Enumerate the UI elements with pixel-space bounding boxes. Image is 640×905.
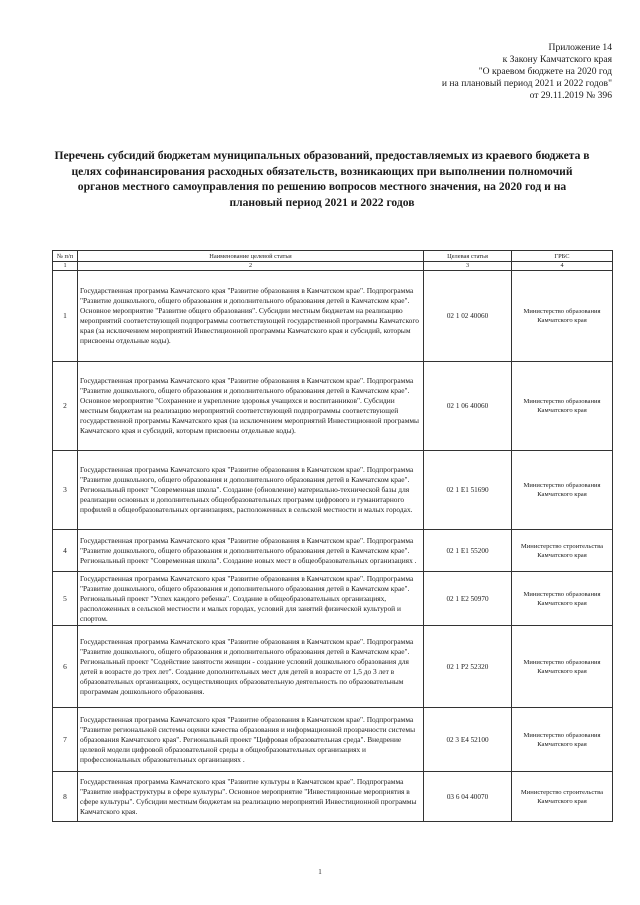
header-code: Целевая статья: [424, 251, 512, 262]
appendix-block: [312, 42, 612, 102]
row-code: 02 1 E1 51690: [424, 451, 512, 530]
table-row: [53, 451, 613, 530]
index-cell: 3: [424, 262, 512, 271]
row-number: 8: [53, 772, 78, 822]
row-number: 3: [53, 451, 78, 530]
row-description: Государственная программа Камчатского края "Развитие образования в Камчатском крае". Подпрограмма "Развитие дошкольного, общего образования и дополнительного образования детей в Камчатском крае". Региональный проект "Успех каждого ребенка". Создание в общеобразовательных организациях, расположенных в сельской местности и малых городах, условий для занятий физической культурой и спортом.: [78, 572, 424, 626]
table-row: [53, 530, 613, 572]
row-number: 7: [53, 708, 78, 772]
row-description: Государственная программа Камчатского края "Развитие культуры в Камчатском крае". Подпрограмма "Развитие инфраструктуры в сфере культуры". Основное мероприятие "Инвестиционные мероприятия в сфере культуры". Субсидии местным бюджетам на реализацию мероприятий Инвестиционной программы Камчатского края.: [78, 772, 424, 822]
table-header-row: [53, 251, 613, 262]
row-number: 5: [53, 572, 78, 626]
row-number: 6: [53, 626, 78, 708]
header-grbs: ГРБС: [512, 251, 613, 262]
row-grbs: Министерство образования Камчатского края: [512, 626, 613, 708]
row-grbs: Министерство образования Камчатского края: [512, 362, 613, 451]
row-description: Государственная программа Камчатского края "Развитие образования в Камчатском крае". Подпрограмма "Развитие региональной системы оценки качества образования и информационной прозрачности системы образования Камчатского края". Региональный проект "Цифровая образовательная среда". Внедрение целевой модели цифровой образовательной среды в общеобразовательных организациях и профессиональных образовательных организациях .: [78, 708, 424, 772]
table-row: [53, 572, 613, 626]
row-grbs: Министерство строительства Камчатского края: [512, 772, 613, 822]
table-row: [53, 772, 613, 822]
table-row: [53, 362, 613, 451]
row-code: 02 1 02 40060: [424, 271, 512, 362]
row-description: Государственная программа Камчатского края "Развитие образования в Камчатском крае". Подпрограмма "Развитие дошкольного, общего образования и дополнительного образования детей в Камчатском крае". Основное мероприятие "Развитие общего образования". Субсидии местным бюджетам на реализацию мероприятий соответствующей подпрограммы соответствующей государственной программы Камчатского края (за исключением мероприятий Инвестиционной программы Камчатского края и субсидий, которым присвоены отдельные коды).: [78, 271, 424, 362]
table-row: [53, 708, 613, 772]
row-code: 02 1 06 40060: [424, 362, 512, 451]
document-title: Перечень субсидий бюджетам муниципальных образований, предоставляемых из краевого бюджета в целях софинансирования расходных обязательств, возникающих при выполнении полномочий органов местного самоуправления по решению вопросов местного значения, на 2020 год и на плановый период 2021 и 2022 годов: [54, 149, 590, 209]
row-grbs: Министерство образования Камчатского края: [512, 572, 613, 626]
column-index-row: [53, 262, 613, 271]
index-cell: 4: [512, 262, 613, 271]
page-number: 1: [318, 868, 322, 876]
row-code: 03 6 04 40070: [424, 772, 512, 822]
appendix-line: от 29.11.2019 № 396: [529, 90, 612, 101]
row-code: 02 1 E1 55200: [424, 530, 512, 572]
row-number: 2: [53, 362, 78, 451]
row-description: Государственная программа Камчатского края "Развитие образования в Камчатском крае". Подпрограмма "Развитие дошкольного, общего образования и дополнительного образования детей в Камчатском крае". Региональный проект "Содействие занятости женщин - создание условий дошкольного образования для детей в возрасте до трех лет". Создание дополнительных мест для детей в возрасте от 1,5 до 3 лет в образовательных организациях, осуществляющих образовательную деятельность по образовательным программам дошкольного образования.: [78, 626, 424, 708]
row-grbs: Министерство образования Камчатского края: [512, 271, 613, 362]
row-description: Государственная программа Камчатского края "Развитие образования в Камчатском крае". Подпрограмма "Развитие дошкольного, общего образования и дополнительного образования детей в Камчатском крае". Основное мероприятие "Сохранение и укрепление здоровья учащихся и воспитанников". Субсидии местным бюджетам на реализацию мероприятий соответствующей подпрограммы соответствующей государственной программы Камчатского края (за исключением мероприятий Инвестиционной программы Камчатского края и субсидий, которым присвоены отдельные коды).: [78, 362, 424, 451]
appendix-line: "О краевом бюджете на 2020 год: [478, 66, 612, 77]
table-row: [53, 626, 613, 708]
row-description: Государственная программа Камчатского края "Развитие образования в Камчатском крае". Подпрограмма "Развитие дошкольного, общего образования и дополнительного образования детей в Камчатском крае". Региональный проект "Современная школа". Создание (обновление) материально-технической базы для реализации основных и дополнительных общеобразовательных программ цифрового и гуманитарного профилей в общеобразовательных организациях, расположенных в сельской местности и малых городах.: [78, 451, 424, 530]
row-number: 4: [53, 530, 78, 572]
row-code: 02 1 P2 52320: [424, 626, 512, 708]
row-code: 02 3 E4 52100: [424, 708, 512, 772]
appendix-line: Приложение 14: [548, 42, 612, 53]
row-number: 1: [53, 271, 78, 362]
table-row: [53, 271, 613, 362]
row-grbs: Министерство образования Камчатского края: [512, 451, 613, 530]
row-grbs: Министерство образования Камчатского края: [512, 708, 613, 772]
index-cell: 2: [78, 262, 424, 271]
header-name: Наименование целевой статьи: [78, 251, 424, 262]
row-code: 02 1 E2 50970: [424, 572, 512, 626]
appendix-line: к Закону Камчатского края: [502, 54, 612, 65]
subsidy-table: [52, 250, 613, 822]
appendix-line: и на плановый период 2021 и 2022 годов": [441, 78, 612, 89]
index-cell: 1: [53, 262, 78, 271]
row-description: Государственная программа Камчатского края "Развитие образования в Камчатском крае". Подпрограмма "Развитие дошкольного, общего образования и дополнительного образования детей в Камчатском крае". Региональный проект "Современная школа". Создание новых мест в общеобразовательных организациях .: [78, 530, 424, 572]
row-grbs: Министерство строительства Камчатского края: [512, 530, 613, 572]
header-num: № п/п: [53, 251, 78, 262]
